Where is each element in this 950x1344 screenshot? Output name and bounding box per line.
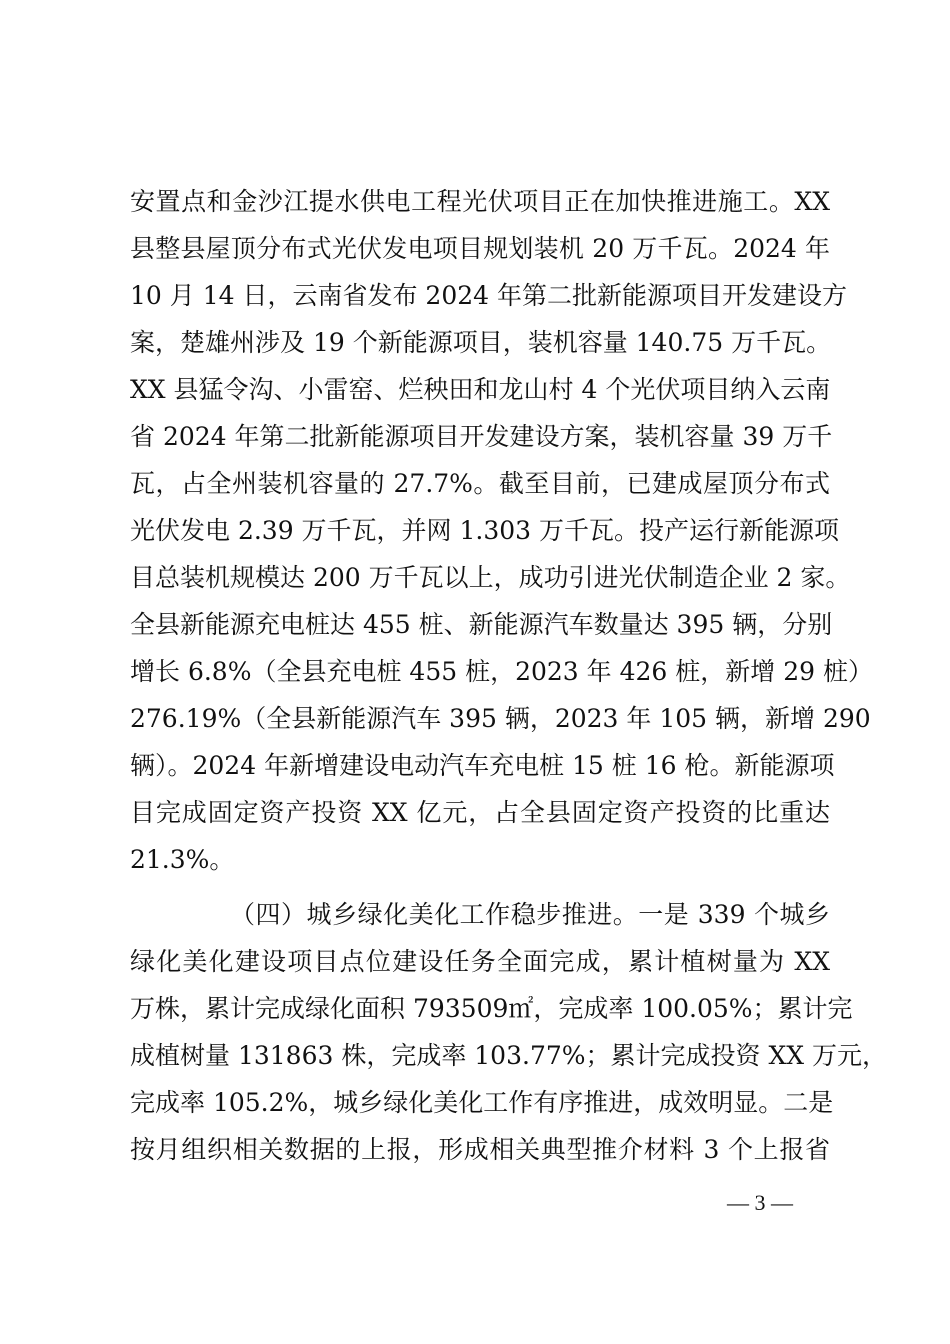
text-line: 瓦，占全州装机容量的 27.7%。截至目前，已建成屋顶分布式 xyxy=(130,469,830,498)
text-line: 10 月 14 日，云南省发布 2024 年第二批新能源项目开发建设方 xyxy=(130,281,847,310)
text-line: 目总装机规模达 200 万千瓦以上，成功引进光伏制造企业 2 家。 xyxy=(130,563,851,592)
text-line: 成植树量 131863 株，完成率 103.77%；累计完成投资 XX 万元， xyxy=(130,1041,887,1070)
text-line: 21.3%。 xyxy=(130,845,235,874)
text-line: 全县新能源充电桩达 455 桩、新能源汽车数量达 395 辆，分别 xyxy=(130,610,833,639)
text-line: 万株，累计完成绿化面积 793509㎡，完成率 100.05%；累计完 xyxy=(130,994,853,1023)
text-line: XX 县猛令沟、小雷窑、烂秧田和龙山村 4 个光伏项目纳入云南 xyxy=(130,375,831,404)
paragraph-gap xyxy=(130,883,830,891)
text-line: 按月组织相关数据的上报，形成相关典型推介材料 3 个上报省 xyxy=(130,1135,830,1164)
page-number: — 3 — xyxy=(727,1190,793,1215)
text-line: 光伏发电 2.39 万千瓦，并网 1.303 万千瓦。投产运行新能源项 xyxy=(130,516,840,545)
text-line: 完成率 105.2%，城乡绿化美化工作有序推进，成效明显。二是 xyxy=(130,1088,834,1117)
paragraph-new-energy xyxy=(130,178,873,883)
text-line: 辆）。2024 年新增建设电动汽车充电桩 15 桩 16 枪。新能源项 xyxy=(130,751,835,780)
text-line: 目完成固定资产投资 XX 亿元，占全县固定资产投资的比重达 xyxy=(130,798,830,827)
text-line: 县整县屋顶分布式光伏发电项目规划装机 20 万千瓦。2024 年 xyxy=(130,234,830,263)
text-line: 省 2024 年第二批新能源项目开发建设方案，装机容量 39 万千 xyxy=(130,422,833,451)
text-line: 案，楚雄州涉及 19 个新能源项目，装机容量 140.75 万千瓦。 xyxy=(130,328,832,357)
section-heading-line: （四）城乡绿化美化工作稳步推进。一是 339 个城乡 xyxy=(230,900,830,929)
text-line: 276.19%（全县新能源汽车 395 辆，2023 年 105 辆，新增 290 xyxy=(130,704,871,733)
document-body xyxy=(130,178,887,1173)
text-line: 绿化美化建设项目点位建设任务全面完成，累计植树量为 XX xyxy=(130,947,830,976)
text-line: 增长 6.8%（全县充电桩 455 桩，2023 年 426 桩，新增 29 桩） xyxy=(130,657,873,686)
paragraph-urban-rural-greening xyxy=(130,891,887,1173)
text-line: 安置点和金沙江提水供电工程光伏项目正在加快推进施工。XX xyxy=(130,187,830,216)
